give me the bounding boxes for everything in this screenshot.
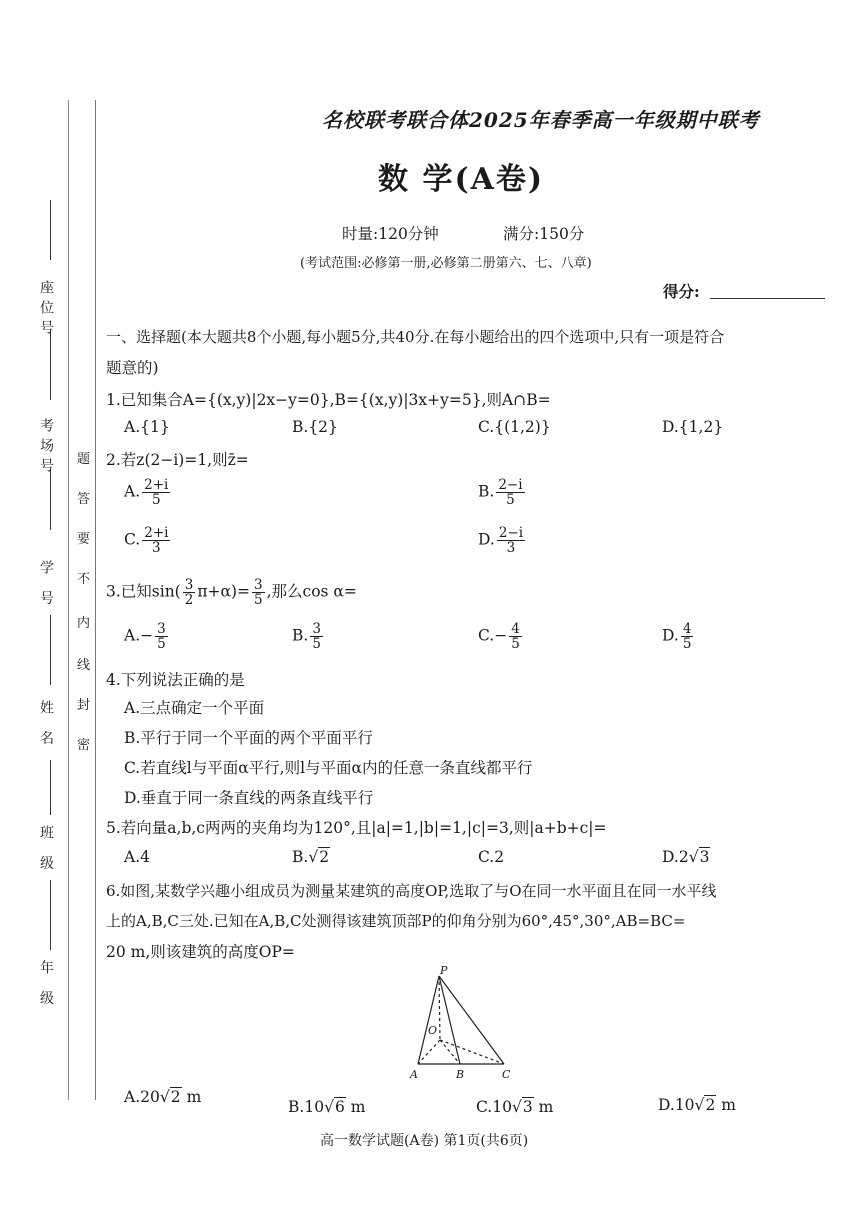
q3-option-d[interactable]: D. $\frac{4}{5}$ — [662, 621, 692, 653]
fraction: $\frac{2+i}{5}$ — [144, 477, 169, 509]
q2-option-b[interactable]: B. $\frac{2-i}{5}$ — [478, 477, 523, 509]
pyramid-figure — [400, 962, 525, 1082]
section-heading: 一、选择题(本大题共8个小题,每小题5分,共40分.在每小题给出的四个选项中,只有一项是符合 — [106, 328, 725, 346]
q6-option-c[interactable]: C.10√3 m — [476, 1098, 554, 1116]
student-id-label: 学 号 — [38, 560, 54, 611]
binding-line-outer — [68, 100, 69, 1100]
time-limit: 时量:120分钟 — [342, 225, 439, 243]
q2-option-d[interactable]: D. $\frac{2-i}{3}$ — [478, 525, 524, 557]
seal-char: 内 — [77, 616, 91, 631]
label-c: C — [502, 1068, 511, 1081]
q2-option-a[interactable]: A. $\frac{2+i}{5}$ — [124, 477, 169, 509]
q1-option-c[interactable]: C.{(1,2)} — [478, 418, 551, 436]
score-blank[interactable] — [710, 298, 825, 299]
question-4-stem: 4.下列说法正确的是 — [106, 671, 245, 689]
page-footer: 高一数学试题(A卷) 第1页(共6页) — [320, 1133, 529, 1149]
q3-option-b[interactable]: B. $\frac{3}{5}$ — [292, 621, 321, 653]
question-6-line1: 6.如图,某数学兴趣小组成员为测量某建筑的高度OP,选取了与O在同一水平面且在同一水平线 — [106, 882, 717, 900]
exam-scope: (考试范围:必修第一册,必修第二册第六、七、八章) — [300, 256, 592, 271]
label-b: B — [456, 1068, 465, 1081]
question-5-stem: 5.若向量a,b,c两两的夹角均为120°,且|a|=1,|b|=1,|c|=3,则|a+b+c|= — [106, 819, 607, 837]
q1-option-a[interactable]: A.{1} — [124, 418, 170, 436]
q3-option-c[interactable]: C.− $\frac{4}{5}$ — [478, 621, 520, 653]
question-2-stem: 2.若z(2−i)=1,则z̄= — [106, 451, 249, 469]
q1-option-d[interactable]: D.{1,2} — [662, 418, 724, 436]
sqrt-icon: √ — [688, 848, 699, 866]
label-o: O — [428, 1024, 438, 1037]
q4-option-d[interactable]: D.垂直于同一条直线的两条直线平行 — [124, 789, 374, 807]
subject-title: 数 学(A卷) — [378, 162, 545, 197]
name-label: 姓 名 — [38, 700, 54, 751]
score-label: 得分: — [663, 282, 700, 301]
question-6-line3: 20 m,则该建筑的高度OP= — [106, 943, 295, 961]
q6-option-b[interactable]: B.10√6 m — [288, 1098, 366, 1116]
seal-char: 不 — [77, 572, 91, 587]
seal-char: 答 — [77, 492, 91, 507]
q4-option-c[interactable]: C.若直线l与平面α平行,则l与平面α内的任意一条直线都平行 — [124, 759, 533, 777]
seat-number-label: 座位号 — [38, 280, 54, 340]
fraction: $\frac{2-i}{3}$ — [498, 525, 524, 557]
exam-room-label: 考场号 — [38, 418, 54, 478]
q1-option-b[interactable]: B.{2} — [292, 418, 338, 436]
q6-option-a[interactable]: A.20√2 m — [124, 1088, 202, 1106]
exam-title: 名校联考联合体2025年春季高一年级期中联考 — [322, 108, 760, 132]
question-6-line2: 上的A,B,C三处.已知在A,B,C处测得该建筑顶部P的仰角分别为60°,45°,30°,AB=BC= — [106, 912, 686, 930]
full-score: 满分:150分 — [503, 225, 585, 243]
seal-char: 线 — [77, 658, 91, 673]
q5-option-b[interactable]: B.√2 — [292, 848, 330, 866]
sqrt-icon: √ — [308, 848, 319, 866]
sqrt-icon: √ — [324, 1098, 334, 1116]
q2-option-c[interactable]: C. $\frac{2+i}{3}$ — [124, 525, 169, 557]
q5-option-d[interactable]: D.2√3 — [662, 848, 710, 866]
q4-option-b[interactable]: B.平行于同一个平面的两个平面平行 — [124, 729, 373, 747]
seal-char: 要 — [77, 532, 91, 547]
binding-line-inner — [95, 100, 96, 1100]
question-1-stem: 1.已知集合A={(x,y)|2x−y=0},B={(x,y)|3x+y=5},则A∩B= — [106, 391, 551, 409]
seal-char: 密 — [77, 738, 91, 753]
sqrt-icon: √ — [511, 1098, 522, 1116]
section-heading-cont: 题意的) — [106, 359, 159, 377]
fraction: $\frac{2-i}{5}$ — [498, 477, 523, 509]
question-3-stem: 3.已知sin( $\frac{3}{2}$ π+α)= $\frac{3}{5}$ ,那么cos α= — [106, 577, 357, 609]
class-label: 班 级 — [38, 825, 54, 876]
q3-option-a[interactable]: A.− $\frac{3}{5}$ — [124, 621, 166, 653]
seal-char: 封 — [77, 698, 91, 713]
q5-option-c[interactable]: C.2 — [478, 848, 505, 866]
sqrt-icon: √ — [159, 1088, 170, 1106]
grade-label: 年 级 — [38, 960, 54, 1011]
q4-option-a[interactable]: A.三点确定一个平面 — [124, 699, 265, 717]
seal-char: 题 — [77, 452, 91, 467]
q5-option-a[interactable]: A.4 — [124, 848, 150, 866]
sqrt-icon: √ — [694, 1096, 705, 1114]
fraction: $\frac{2+i}{3}$ — [144, 525, 169, 557]
label-a: A — [410, 1068, 418, 1081]
q6-option-d[interactable]: D.10√2 m — [658, 1096, 736, 1114]
label-p: P — [440, 964, 448, 977]
